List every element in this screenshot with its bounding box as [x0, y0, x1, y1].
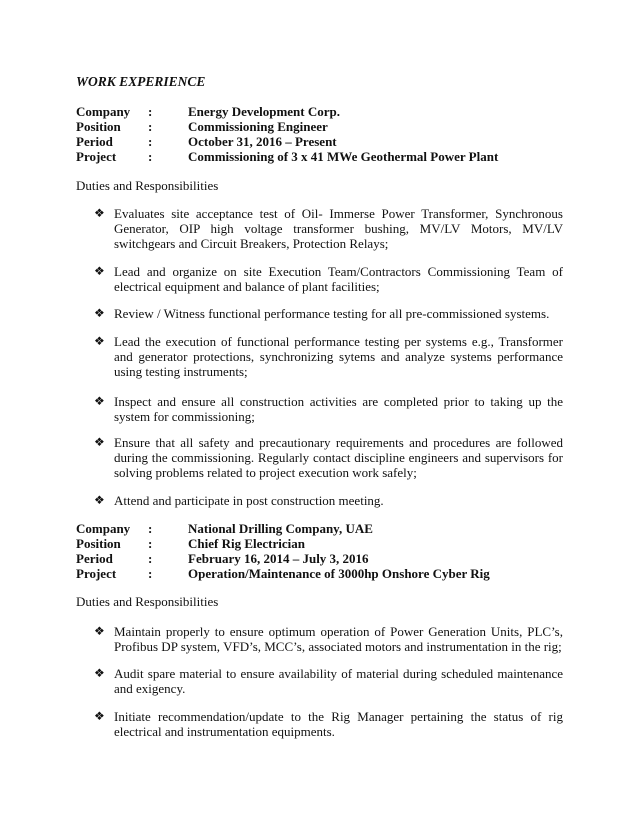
duty-text: Inspect and ensure all construction activities are completed prior to taking up the system for commissioning; [114, 394, 563, 424]
job-field-company [76, 521, 490, 536]
duty-text: Attend and participate in post construction meeting. [114, 493, 384, 508]
field-value: Operation/Maintenance of 3000hp Onshore Cyber Rig [188, 566, 490, 581]
duty-item [94, 435, 563, 480]
field-separator: : [148, 521, 153, 536]
duty-item [94, 264, 563, 294]
diamond-bullet-icon: ❖ [94, 435, 105, 449]
diamond-bullet-icon: ❖ [94, 493, 105, 507]
field-label: Position [76, 536, 121, 551]
duty-item [94, 493, 563, 508]
duty-item [94, 666, 563, 696]
field-separator: : [148, 149, 153, 164]
diamond-bullet-icon: ❖ [94, 206, 105, 220]
field-value: National Drilling Company, UAE [188, 521, 373, 536]
field-label: Position [76, 119, 121, 134]
duty-item [94, 206, 563, 251]
diamond-bullet-icon: ❖ [94, 624, 105, 638]
field-label: Project [76, 149, 117, 164]
field-label: Company [76, 104, 131, 119]
field-value: Commissioning Engineer [188, 119, 328, 134]
duty-item [94, 624, 563, 654]
duty-text: Lead and organize on site Execution Team/Contractors Commissioning Team of electrical equipment and balance of plant facilities; [114, 264, 563, 294]
field-value: Commissioning of 3 x 41 MWe Geothermal Power Plant [188, 149, 499, 164]
duty-text: Audit spare material to ensure availability of material during scheduled maintenance and exigency. [114, 666, 563, 696]
duties-heading: Duties and Responsibilities [76, 178, 219, 193]
duty-text: Initiate recommendation/update to the Rig Manager pertaining the status of rig electrical and instrumentation equipments. [114, 709, 563, 739]
duty-item [94, 306, 563, 321]
field-label: Company [76, 521, 131, 536]
field-label: Project [76, 566, 117, 581]
job-field-position [76, 536, 490, 551]
diamond-bullet-icon: ❖ [94, 394, 105, 408]
field-label: Period [76, 134, 113, 149]
duty-text: Evaluates site acceptance test of Oil- Immerse Power Transformer, Synchronous Generator, OIP high voltage transformer bushing, MV/LV Motors, MV/LV switchgears and Circuit Breakers, Protection Relays; [114, 206, 563, 251]
duty-text: Review / Witness functional performance testing for all pre-commissioned systems. [114, 306, 550, 321]
duty-item [94, 334, 563, 379]
duty-text: Maintain properly to ensure optimum operation of Power Generation Units, PLC’s, Profibus DP system, VFD’s, MCC’s, associated motors and instrumentation in the rig; [114, 624, 563, 654]
field-separator: : [148, 551, 153, 566]
job-field-project [76, 566, 490, 581]
diamond-bullet-icon: ❖ [94, 709, 105, 723]
section-title: WORK EXPERIENCE [76, 74, 206, 89]
field-separator: : [148, 566, 153, 581]
duties-heading: Duties and Responsibilities [76, 594, 219, 609]
field-separator: : [148, 536, 153, 551]
job-field-project [76, 149, 498, 164]
job-field-period [76, 551, 490, 566]
duty-item [94, 394, 563, 424]
field-separator: : [148, 119, 153, 134]
job-header [76, 104, 498, 164]
diamond-bullet-icon: ❖ [94, 306, 105, 320]
field-label: Period [76, 551, 113, 566]
duty-text: Ensure that all safety and precautionary requirements and procedures are followed during the commissioning. Regularly contact discipline engineers and supervisors for solving problems related to project execution work safely; [114, 435, 563, 480]
field-value: October 31, 2016 – Present [188, 134, 337, 149]
field-separator: : [148, 134, 153, 149]
field-separator: : [148, 104, 153, 119]
job-field-company [76, 104, 498, 119]
diamond-bullet-icon: ❖ [94, 334, 105, 348]
duty-item [94, 709, 563, 739]
job-field-period [76, 134, 498, 149]
field-value: Energy Development Corp. [188, 104, 341, 119]
job-field-position [76, 119, 498, 134]
diamond-bullet-icon: ❖ [94, 666, 105, 680]
duty-text: Lead the execution of functional performance testing per systems e.g., Transformer and generator protections, synchronizing sytems and analyze systems performance using testing instruments; [114, 334, 563, 379]
field-value: Chief Rig Electrician [188, 536, 305, 551]
diamond-bullet-icon: ❖ [94, 264, 105, 278]
field-value: February 16, 2014 – July 3, 2016 [188, 551, 369, 566]
job-header [76, 521, 490, 581]
